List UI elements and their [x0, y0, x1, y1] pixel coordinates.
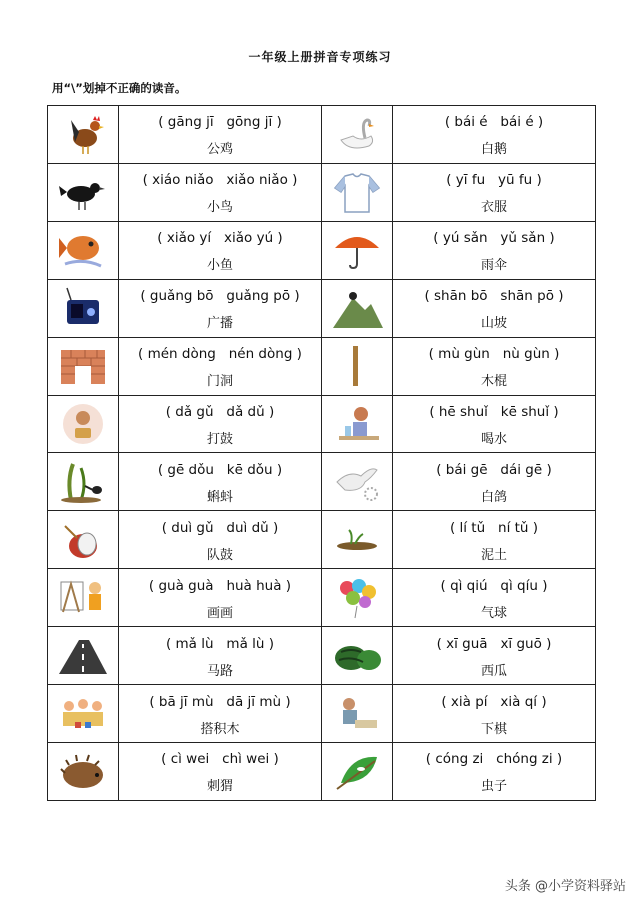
pinyin-options[interactable]: ( bā jī mù dā jī mù )	[149, 693, 291, 710]
hanzi-word: 泥土	[480, 547, 507, 563]
pinyin-options[interactable]: ( xiáo niǎo xiǎo niǎo )	[142, 172, 298, 189]
hanzi-word: 喝水	[480, 431, 507, 447]
answer-cell[interactable]	[119, 685, 322, 743]
pinyin-options[interactable]: ( gē dǒu kē dǒu )	[157, 461, 283, 478]
pinyin-options[interactable]: ( lí tǔ ní tǔ )	[449, 519, 539, 536]
picture-cell	[48, 395, 119, 453]
exercise-table	[47, 105, 596, 801]
picture-cell	[322, 395, 393, 453]
answer-cell[interactable]	[119, 627, 322, 685]
answer-cell[interactable]	[393, 337, 596, 395]
answer-cell[interactable]	[393, 453, 596, 511]
hanzi-word: 画画	[206, 605, 233, 621]
picture-cell	[322, 742, 393, 800]
hanzi-word: 衣服	[480, 200, 507, 216]
picture-cell	[48, 106, 119, 164]
picture-cell	[322, 337, 393, 395]
table-row	[48, 279, 596, 337]
balloons-icon	[331, 576, 383, 620]
hanzi-word: 白鹅	[480, 142, 507, 158]
answer-cell[interactable]	[393, 395, 596, 453]
picture-cell	[322, 221, 393, 279]
answer-cell[interactable]	[393, 685, 596, 743]
table-row	[48, 453, 596, 511]
hanzi-word: 搭积木	[200, 721, 240, 737]
answer-cell[interactable]	[119, 163, 322, 221]
tadpole-icon	[57, 460, 109, 504]
picture-cell	[322, 163, 393, 221]
pinyin-options[interactable]: ( xiǎo yí xiǎo yú )	[157, 230, 283, 247]
pinyin-options[interactable]: ( guà guà huà huà )	[148, 577, 292, 594]
bug-leaf-icon	[331, 749, 383, 793]
pinyin-options[interactable]: ( mù gùn nù gùn )	[428, 346, 560, 363]
pinyin-options[interactable]: ( cóng zi chóng zi )	[425, 751, 563, 768]
picture-cell	[48, 742, 119, 800]
swan-icon	[331, 112, 383, 156]
watermelon-icon	[331, 634, 383, 678]
hanzi-word: 队鼓	[206, 547, 233, 563]
hedgehog-icon	[57, 749, 109, 793]
table-row	[48, 511, 596, 569]
pinyin-options[interactable]: ( guǎng bō guǎng pō )	[140, 288, 300, 305]
picture-cell	[48, 337, 119, 395]
hanzi-word: 下棋	[480, 721, 507, 737]
pinyin-options[interactable]: ( gāng jī gōng jī )	[158, 114, 282, 131]
picture-cell	[322, 569, 393, 627]
pinyin-options[interactable]: ( duì gǔ duì dǔ )	[161, 519, 279, 536]
answer-cell[interactable]	[119, 511, 322, 569]
table-row	[48, 221, 596, 279]
shirt-icon	[331, 170, 383, 214]
hanzi-word: 蝌蚪	[206, 489, 233, 505]
bird-icon	[57, 170, 109, 214]
painter-icon	[57, 576, 109, 620]
pinyin-options[interactable]: ( cì wei chì wei )	[161, 751, 279, 768]
picture-cell	[48, 279, 119, 337]
fish-icon	[57, 228, 109, 272]
answer-cell[interactable]	[119, 106, 322, 164]
answer-cell[interactable]	[393, 742, 596, 800]
hanzi-word: 小鸟	[206, 200, 233, 216]
table-row	[48, 106, 596, 164]
road-icon	[57, 634, 109, 678]
answer-cell[interactable]	[119, 569, 322, 627]
pinyin-options[interactable]: ( shān bō shān pō )	[424, 288, 564, 305]
picture-cell	[48, 569, 119, 627]
hanzi-word: 虫子	[480, 779, 507, 795]
hanzi-word: 木棍	[480, 374, 507, 390]
hanzi-word: 公鸡	[206, 142, 233, 158]
hanzi-word: 气球	[480, 605, 507, 621]
table-row	[48, 569, 596, 627]
kids-blocks-icon	[57, 692, 109, 736]
answer-cell[interactable]	[393, 279, 596, 337]
answer-cell[interactable]	[393, 569, 596, 627]
hanzi-word: 雨伞	[480, 258, 507, 274]
table-row	[48, 337, 596, 395]
picture-cell	[48, 163, 119, 221]
picture-cell	[48, 511, 119, 569]
pinyin-options[interactable]: ( bái é bái é )	[444, 114, 544, 131]
pinyin-options[interactable]: ( xià pí xià qí )	[441, 693, 547, 710]
dove-icon	[331, 460, 383, 504]
answer-cell[interactable]	[119, 395, 322, 453]
page-title: 一年级上册拼音专项练习	[248, 50, 392, 64]
hanzi-word: 打鼓	[206, 431, 233, 447]
answer-cell[interactable]	[393, 221, 596, 279]
chess-player-icon	[331, 692, 383, 736]
pinyin-options[interactable]: ( dǎ gǔ dǎ dǔ )	[165, 403, 275, 420]
picture-cell	[322, 106, 393, 164]
pinyin-options[interactable]: ( yú sǎn yǔ sǎn )	[433, 230, 555, 247]
table-row	[48, 163, 596, 221]
picture-cell	[322, 511, 393, 569]
doorway-icon	[57, 344, 109, 388]
answer-cell[interactable]	[119, 337, 322, 395]
pinyin-options[interactable]: ( mén dòng nén dòng )	[138, 346, 302, 363]
hanzi-word: 西瓜	[480, 663, 507, 679]
umbrella-icon	[331, 228, 383, 272]
pinyin-options[interactable]: ( qì qiú qì qíu )	[440, 577, 548, 594]
answer-cell[interactable]	[393, 511, 596, 569]
rooster-icon	[57, 112, 109, 156]
answer-cell[interactable]	[393, 106, 596, 164]
instruction-text: 用“\”划掉不正确的读音。	[52, 81, 187, 95]
hanzi-word: 门洞	[206, 374, 233, 390]
pinyin-options[interactable]: ( xī guā xī guō )	[436, 635, 552, 652]
stick-icon	[331, 344, 383, 388]
soil-icon	[331, 518, 383, 562]
hanzi-word: 山坡	[480, 316, 507, 332]
table-row	[48, 742, 596, 800]
answer-cell[interactable]	[119, 221, 322, 279]
radio-icon	[57, 286, 109, 330]
picture-cell	[48, 221, 119, 279]
answer-cell[interactable]	[119, 279, 322, 337]
table-row	[48, 685, 596, 743]
watermark-text: 头条 @小学资料驿站	[504, 879, 626, 894]
pinyin-options[interactable]: ( mǎ lù mǎ lù )	[165, 635, 275, 652]
drum-icon	[57, 518, 109, 562]
answer-cell[interactable]	[393, 163, 596, 221]
table-row	[48, 395, 596, 453]
picture-cell	[322, 453, 393, 511]
picture-cell	[322, 279, 393, 337]
hanzi-word: 白鸽	[480, 489, 507, 505]
picture-cell	[322, 627, 393, 685]
hanzi-word: 马路	[206, 663, 233, 679]
drinking-child-icon	[331, 402, 383, 446]
hill-icon	[331, 286, 383, 330]
picture-cell	[48, 453, 119, 511]
answer-cell[interactable]	[393, 627, 596, 685]
pinyin-options[interactable]: ( yī fu yū fu )	[446, 172, 542, 189]
pinyin-options[interactable]: ( bái gē dái gē )	[436, 461, 552, 478]
picture-cell	[322, 685, 393, 743]
hanzi-word: 刺猬	[206, 779, 233, 795]
pinyin-options[interactable]: ( hē shuǐ kē shuǐ )	[429, 403, 559, 420]
picture-cell	[48, 685, 119, 743]
answer-cell[interactable]	[119, 453, 322, 511]
hanzi-word: 小鱼	[206, 258, 233, 274]
table-row	[48, 627, 596, 685]
drum-bear-icon	[57, 402, 109, 446]
answer-cell[interactable]	[119, 742, 322, 800]
picture-cell	[48, 627, 119, 685]
hanzi-word: 广播	[206, 316, 233, 332]
